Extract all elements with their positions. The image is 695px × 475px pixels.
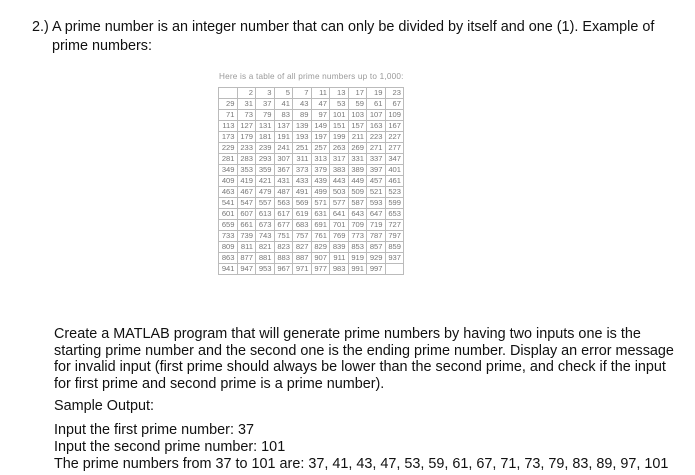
table-cell: 193	[293, 132, 312, 143]
table-cell: 653	[385, 209, 404, 220]
table-cell: 443	[330, 176, 349, 187]
table-cell: 241	[274, 143, 293, 154]
table-row	[219, 110, 404, 121]
table-cell: 521	[367, 187, 386, 198]
table-row	[219, 143, 404, 154]
table-cell: 379	[311, 165, 330, 176]
table-cell: 179	[237, 132, 256, 143]
table-cell: 491	[293, 187, 312, 198]
table-cell: 967	[274, 264, 293, 275]
table-cell: 523	[385, 187, 404, 198]
table-row	[219, 187, 404, 198]
table-cell: 409	[219, 176, 238, 187]
table-cell: 67	[385, 99, 404, 110]
table-cell: 661	[237, 220, 256, 231]
table-cell: 929	[367, 253, 386, 264]
table-cell: 73	[237, 110, 256, 121]
table-cell: 907	[311, 253, 330, 264]
table-row	[219, 220, 404, 231]
table-cell: 223	[367, 132, 386, 143]
table-cell: 787	[367, 231, 386, 242]
table-cell: 859	[385, 242, 404, 253]
table-cell: 673	[256, 220, 275, 231]
table-cell: 163	[367, 121, 386, 132]
table-row	[219, 176, 404, 187]
table-cell: 401	[385, 165, 404, 176]
table-cell: 173	[219, 132, 238, 143]
table-cell: 613	[256, 209, 275, 220]
table-cell: 479	[256, 187, 275, 198]
table-cell: 607	[237, 209, 256, 220]
table-cell: 233	[237, 143, 256, 154]
table-cell: 563	[274, 198, 293, 209]
table-cell: 757	[293, 231, 312, 242]
table-cell: 5	[274, 88, 293, 99]
table-cell: 281	[219, 154, 238, 165]
table-cell: 307	[274, 154, 293, 165]
table-cell: 311	[293, 154, 312, 165]
table-cell: 229	[219, 143, 238, 154]
table-cell: 37	[256, 99, 275, 110]
table-cell: 557	[256, 198, 275, 209]
table-cell: 137	[274, 121, 293, 132]
table-cell: 829	[311, 242, 330, 253]
table-cell: 463	[219, 187, 238, 198]
table-cell: 619	[293, 209, 312, 220]
table-cell: 157	[348, 121, 367, 132]
sample-output-label: Sample Output:	[54, 398, 154, 414]
table-cell: 103	[348, 110, 367, 121]
table-row	[219, 231, 404, 242]
table-cell: 97	[311, 110, 330, 121]
table-cell: 17	[348, 88, 367, 99]
table-row	[219, 165, 404, 176]
table-cell: 383	[330, 165, 349, 176]
table-row	[219, 88, 404, 99]
table-cell: 373	[293, 165, 312, 176]
table-cell: 389	[348, 165, 367, 176]
table-cell: 971	[293, 264, 312, 275]
table-cell: 199	[330, 132, 349, 143]
table-cell: 641	[330, 209, 349, 220]
table-cell: 2	[237, 88, 256, 99]
table-row	[219, 253, 404, 264]
table-cell: 577	[330, 198, 349, 209]
table-cell: 277	[385, 143, 404, 154]
table-cell: 239	[256, 143, 275, 154]
table-cell: 317	[330, 154, 349, 165]
table-cell: 331	[348, 154, 367, 165]
table-cell: 359	[256, 165, 275, 176]
table-cell: 11	[311, 88, 330, 99]
table-row	[219, 264, 404, 275]
table-cell: 701	[330, 220, 349, 231]
table-cell: 113	[219, 121, 238, 132]
table-cell: 227	[385, 132, 404, 143]
table-cell: 337	[367, 154, 386, 165]
sample-output-line-2: Input the second prime number: 101	[54, 439, 286, 455]
prime-table	[218, 87, 404, 275]
table-cell: 31	[237, 99, 256, 110]
table-cell: 593	[367, 198, 386, 209]
table-cell: 571	[311, 198, 330, 209]
table-cell: 439	[311, 176, 330, 187]
table-cell	[385, 264, 404, 275]
table-cell: 977	[311, 264, 330, 275]
table-cell: 941	[219, 264, 238, 275]
table-cell: 631	[311, 209, 330, 220]
sample-output-line-3: The prime numbers from 37 to 101 are: 37, 41, 43, 47, 53, 59, 61, 67, 71, 73, 79, 83, 89, 97, 101	[54, 456, 669, 472]
table-cell: 499	[311, 187, 330, 198]
table-cell: 487	[274, 187, 293, 198]
table-cell: 131	[256, 121, 275, 132]
question-number: 2.)	[32, 19, 49, 35]
table-cell: 353	[237, 165, 256, 176]
table-cell: 71	[219, 110, 238, 121]
table-cell: 449	[348, 176, 367, 187]
table-cell: 431	[274, 176, 293, 187]
table-cell: 839	[330, 242, 349, 253]
table-cell: 827	[293, 242, 312, 253]
table-cell: 139	[293, 121, 312, 132]
table-cell: 811	[237, 242, 256, 253]
table-cell: 733	[219, 231, 238, 242]
table-cell	[219, 88, 238, 99]
prime-table-caption: Here is a table of all prime numbers up to 1,000:	[219, 72, 404, 81]
table-cell: 101	[330, 110, 349, 121]
table-cell: 47	[311, 99, 330, 110]
table-cell: 211	[348, 132, 367, 143]
table-cell: 191	[274, 132, 293, 143]
table-cell: 541	[219, 198, 238, 209]
table-cell: 61	[367, 99, 386, 110]
table-cell: 467	[237, 187, 256, 198]
task-description: Create a MATLAB program that will generate prime numbers by having two inputs one is the starting prime number and the second one is the ending prime number. Display an error message for invalid input (first prime should always be lower than the second prime, and check if the input for first prime and second prime is a prime number).	[54, 326, 674, 392]
table-cell: 433	[293, 176, 312, 187]
table-cell: 89	[293, 110, 312, 121]
table-cell: 919	[348, 253, 367, 264]
question-intro	[34, 18, 684, 56]
table-cell: 3	[256, 88, 275, 99]
table-cell: 43	[293, 99, 312, 110]
table-cell: 797	[385, 231, 404, 242]
table-cell: 419	[237, 176, 256, 187]
table-cell: 821	[256, 242, 275, 253]
table-cell: 41	[274, 99, 293, 110]
table-cell: 53	[330, 99, 349, 110]
table-row	[219, 154, 404, 165]
table-cell: 647	[367, 209, 386, 220]
table-cell: 197	[311, 132, 330, 143]
table-cell: 709	[348, 220, 367, 231]
table-row	[219, 132, 404, 143]
table-cell: 643	[348, 209, 367, 220]
table-cell: 29	[219, 99, 238, 110]
table-cell: 509	[348, 187, 367, 198]
sample-output-line-1: Input the first prime number: 37	[54, 422, 254, 438]
table-cell: 881	[256, 253, 275, 264]
table-cell: 599	[385, 198, 404, 209]
table-cell: 269	[348, 143, 367, 154]
table-cell: 59	[348, 99, 367, 110]
table-cell: 727	[385, 220, 404, 231]
table-cell: 293	[256, 154, 275, 165]
table-cell: 883	[274, 253, 293, 264]
table-cell: 863	[219, 253, 238, 264]
table-cell: 151	[330, 121, 349, 132]
table-cell: 251	[293, 143, 312, 154]
table-cell: 809	[219, 242, 238, 253]
table-cell: 19	[367, 88, 386, 99]
table-row	[219, 121, 404, 132]
prime-table-body	[219, 88, 404, 275]
table-cell: 953	[256, 264, 275, 275]
table-cell: 397	[367, 165, 386, 176]
table-cell: 911	[330, 253, 349, 264]
table-cell: 13	[330, 88, 349, 99]
table-row	[219, 99, 404, 110]
table-cell: 347	[385, 154, 404, 165]
table-cell: 947	[237, 264, 256, 275]
table-cell: 677	[274, 220, 293, 231]
table-cell: 263	[330, 143, 349, 154]
table-cell: 587	[348, 198, 367, 209]
table-cell: 739	[237, 231, 256, 242]
table-cell: 421	[256, 176, 275, 187]
table-cell: 997	[367, 264, 386, 275]
table-cell: 271	[367, 143, 386, 154]
table-cell: 349	[219, 165, 238, 176]
table-cell: 857	[367, 242, 386, 253]
table-cell: 659	[219, 220, 238, 231]
table-cell: 991	[348, 264, 367, 275]
prime-table-figure	[218, 72, 404, 275]
table-cell: 887	[293, 253, 312, 264]
table-cell: 283	[237, 154, 256, 165]
table-cell: 773	[348, 231, 367, 242]
table-cell: 109	[385, 110, 404, 121]
table-cell: 751	[274, 231, 293, 242]
table-cell: 79	[256, 110, 275, 121]
table-cell: 167	[385, 121, 404, 132]
table-row	[219, 209, 404, 220]
table-cell: 83	[274, 110, 293, 121]
table-cell: 617	[274, 209, 293, 220]
table-cell: 457	[367, 176, 386, 187]
table-cell: 127	[237, 121, 256, 132]
table-cell: 683	[293, 220, 312, 231]
table-cell: 983	[330, 264, 349, 275]
table-cell: 149	[311, 121, 330, 132]
table-cell: 601	[219, 209, 238, 220]
table-cell: 461	[385, 176, 404, 187]
table-cell: 823	[274, 242, 293, 253]
table-cell: 937	[385, 253, 404, 264]
table-cell: 853	[348, 242, 367, 253]
table-cell: 547	[237, 198, 256, 209]
question-intro-text: A prime number is an integer number that can only be divided by itself and one (1). Example of prime numbers:	[52, 19, 655, 54]
table-cell: 107	[367, 110, 386, 121]
table-cell: 769	[330, 231, 349, 242]
table-cell: 877	[237, 253, 256, 264]
table-cell: 7	[293, 88, 312, 99]
table-cell: 181	[256, 132, 275, 143]
table-cell: 569	[293, 198, 312, 209]
table-row	[219, 198, 404, 209]
table-cell: 23	[385, 88, 404, 99]
table-row	[219, 242, 404, 253]
table-cell: 503	[330, 187, 349, 198]
table-cell: 719	[367, 220, 386, 231]
table-cell: 257	[311, 143, 330, 154]
table-cell: 367	[274, 165, 293, 176]
table-cell: 313	[311, 154, 330, 165]
table-cell: 761	[311, 231, 330, 242]
table-cell: 691	[311, 220, 330, 231]
table-cell: 743	[256, 231, 275, 242]
